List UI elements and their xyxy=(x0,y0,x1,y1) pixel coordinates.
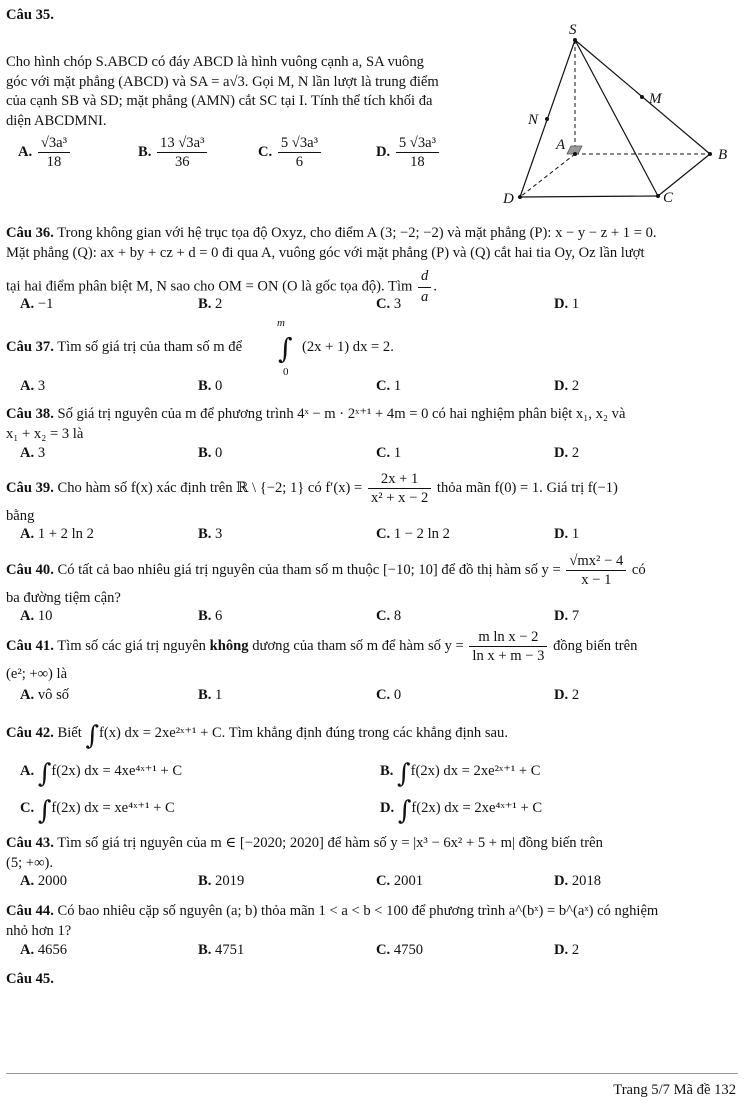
question-39: Câu 39. Cho hàm số f(x) xác định trên ℝ \ {−2; 1} có f′(x) = $\frac{2x + 1}{\text{x² + x − 2}}$ thỏa mãn f(0) = 1. Giá trị f(−1) bằng xyxy=(6,471,618,525)
q36-option-c[interactable]: C. 3 xyxy=(376,296,402,312)
q38-option-d[interactable]: D. 2 xyxy=(554,445,580,461)
q41-options xyxy=(6,686,738,708)
question-41-label: Câu 41. xyxy=(6,638,54,655)
point-c xyxy=(656,194,660,198)
integral-sign: ∫ xyxy=(397,796,412,826)
point-n xyxy=(545,117,549,121)
point-s xyxy=(573,38,577,42)
label-a: A xyxy=(556,137,566,153)
question-43: Câu 43. Tìm số giá trị nguyên của m ∈ [−2020; 2020] để hàm số y = |x³ − 6x² + 5 + m| đồng biến trên (5; +∞). xyxy=(6,835,603,871)
q41-option-a[interactable]: A. vô số xyxy=(20,687,70,703)
q40-option-d[interactable]: D. 7 xyxy=(554,608,580,624)
pyramid-figure xyxy=(498,18,738,216)
q44-option-a[interactable]: A. 4656 xyxy=(20,942,68,958)
q39-options xyxy=(6,525,738,547)
integral-sign: ∫ xyxy=(397,759,411,789)
question-38-label: Câu 38. xyxy=(6,406,54,422)
q44-option-d[interactable]: D. 2 xyxy=(554,942,580,958)
integral-sign: ∫ xyxy=(85,721,100,751)
q43-options xyxy=(6,872,738,894)
question-42: Câu 42. Biết ∫f(x) dx = 2xe²ˣ⁺¹ + C. Tìm khẳng định đúng trong các khẳng định sau. xyxy=(6,721,508,751)
page-footer: Trang 5/7 Mã đề 132 xyxy=(613,1082,736,1098)
question-41: Câu 41. Tìm số các giá trị nguyên không dương của tham số m để hàm số y = $\frac{\text{m ln x − 2}}{\text{ln x + m − 3}}$ đồng biến trên (e²; +∞) là xyxy=(6,629,638,683)
q38-option-c[interactable]: C. 1 xyxy=(376,445,402,461)
q35-option-c[interactable]: C. $\frac{\text{5 √3a³}}{6}$ xyxy=(258,134,323,171)
edge-dc xyxy=(520,196,658,197)
q35-line-2: góc với mặt phẳng (ABCD) và SA = a√3. Gọi M, N lần lượt là trung điểm xyxy=(6,73,439,90)
q40-option-a[interactable]: A. 10 xyxy=(20,608,53,624)
question-44-label: Câu 44. xyxy=(6,903,54,919)
q40-option-b[interactable]: B. 6 xyxy=(198,608,223,624)
question-40-label: Câu 40. xyxy=(6,562,54,579)
q35-option-a[interactable]: A. $\frac{\text{√3a³}}{18}$ xyxy=(18,134,72,171)
edge-sc xyxy=(575,40,658,196)
q35-option-b[interactable]: B. $\frac{\text{13 √3a³}}{36}$ xyxy=(138,134,209,171)
q39-option-a[interactable]: A. 1 + 2 ln 2 xyxy=(20,526,94,542)
q37-option-c[interactable]: C. 1 xyxy=(376,378,402,394)
point-d xyxy=(518,195,522,199)
q38-option-a[interactable]: A. 3 xyxy=(20,445,46,461)
question-36: Câu 36. Trong không gian với hệ trục tọa độ Oxyz, cho điểm A (3; −2; −2) và mặt phẳng (P): x − y − z + 1 = 0. Mặt phẳng (Q): ax + by + cz + d = 0 đi qua A, vuông góc với mặt phẳng (P) và (Q) cắt hai tia Oy, Oz lần lượt tại hai điểm phân biệt M, N sao cho OM = ON (O là gốc tọa độ). Tìm $\frac{d}{a}$ . xyxy=(6,225,657,305)
question-43-label: Câu 43. xyxy=(6,835,54,851)
q41-option-b[interactable]: B. 1 xyxy=(198,687,223,703)
integral-sign: ∫ xyxy=(37,759,52,789)
q37-option-d[interactable]: D. 2 xyxy=(554,378,580,394)
q36-options xyxy=(6,295,738,317)
q35-line-1: Cho hình chóp S.ABCD có đáy ABCD là hình vuông cạnh a, SA vuông xyxy=(6,54,424,70)
q39-option-d[interactable]: D. 1 xyxy=(554,526,580,542)
question-44: Câu 44. Có bao nhiêu cặp số nguyên (a; b) thỏa mãn 1 < a < b < 100 để phương trình a^(bˣ) = b^(aˣ) có nghiệm nhỏ hơn 1? xyxy=(6,903,659,939)
question-42-label: Câu 42. xyxy=(6,725,54,741)
q36-option-b[interactable]: B. 2 xyxy=(198,296,223,312)
point-a xyxy=(573,152,577,156)
q42-option-c[interactable]: C. ∫f(2x) dx = xe⁴ˣ⁺¹ + C xyxy=(20,796,175,826)
q44-options xyxy=(6,941,738,963)
question-45 xyxy=(6,970,54,988)
q42-option-a[interactable]: A. ∫f(2x) dx = 4xe⁴ˣ⁺¹ + C xyxy=(20,759,183,789)
question-35-label: Câu 35. xyxy=(6,7,54,23)
q41-option-c[interactable]: C. 0 xyxy=(376,687,402,703)
q37-option-b[interactable]: B. 0 xyxy=(198,378,223,394)
q39-option-c[interactable]: C. 1 − 2 ln 2 xyxy=(376,526,450,542)
footer-divider xyxy=(6,1073,738,1074)
q37-upper-limit: m xyxy=(277,317,285,329)
q35-option-d[interactable]: D. $\frac{\text{5 √3a³}}{18}$ xyxy=(376,134,441,171)
question-45-label: Câu 45. xyxy=(6,971,54,987)
q43-option-c[interactable]: C. 2001 xyxy=(376,873,424,889)
q37-options xyxy=(6,377,738,399)
q38-option-b[interactable]: B. 0 xyxy=(198,445,223,461)
label-d: D xyxy=(503,191,514,207)
q43-option-b[interactable]: B. 2019 xyxy=(198,873,245,889)
edge-ad xyxy=(520,154,575,197)
q36-option-d[interactable]: D. 1 xyxy=(554,296,580,312)
point-b xyxy=(708,152,712,156)
point-m xyxy=(640,95,644,99)
q37-lower-limit: 0 xyxy=(283,366,289,378)
question-38: Câu 38. Số giá trị nguyên của m để phương trình 4ˣ − m · 2ˣ⁺¹ + 4m = 0 có hai nghiệm phân biệt x₁, x₂ và x₁ + x₂ = 3 là xyxy=(6,406,626,442)
q44-option-b[interactable]: B. 4751 xyxy=(198,942,245,958)
question-40: Câu 40. Có tất cả bao nhiêu giá trị nguyên của tham số m thuộc [−10; 10] để đồ thị hàm số y = $\frac{\text{√mx² − 4}}{x - 1}$ có ba đường tiệm cận? xyxy=(6,553,646,607)
question-37: Câu 37. Tìm số giá trị của tham số m để xyxy=(6,339,243,355)
question-36-label: Câu 36. xyxy=(6,225,54,241)
q35-line-3: của cạnh SB và SD; mặt phẳng (AMN) cắt SC tại I. Tính thể tích khối đa xyxy=(6,93,433,109)
q36-option-a[interactable]: A. −1 xyxy=(20,296,54,312)
q40-option-c[interactable]: C. 8 xyxy=(376,608,402,624)
label-c: C xyxy=(663,190,674,206)
question-35-text xyxy=(6,53,501,131)
q40-options xyxy=(6,607,738,629)
q37-integrand: (2x + 1) dx = 2. xyxy=(302,339,394,355)
q43-option-a[interactable]: A. 2000 xyxy=(20,873,68,889)
q37-option-a[interactable]: A. 3 xyxy=(20,378,46,394)
question-37-label: Câu 37. xyxy=(6,339,54,355)
integral-sign: ∫ xyxy=(278,332,293,365)
q35-line-4: diện ABCDMNI. xyxy=(6,112,107,129)
label-b: B xyxy=(718,147,728,163)
label-n: N xyxy=(528,112,539,128)
integral-sign: ∫ xyxy=(37,796,52,826)
q43-option-d[interactable]: D. 2018 xyxy=(554,873,602,889)
q38-options xyxy=(6,444,738,466)
question-39-label: Câu 39. xyxy=(6,480,54,497)
label-s: S xyxy=(569,22,577,38)
q42-option-d[interactable]: D. ∫f(2x) dx = 2xe⁴ˣ⁺¹ + C xyxy=(380,796,543,826)
q42-option-b[interactable]: B. ∫f(2x) dx = 2xe²ˣ⁺¹ + C xyxy=(380,759,541,789)
q41-option-d[interactable]: D. 2 xyxy=(554,687,580,703)
label-m: M xyxy=(649,91,662,107)
q39-option-b[interactable]: B. 3 xyxy=(198,526,223,542)
q44-option-c[interactable]: C. 4750 xyxy=(376,942,424,958)
